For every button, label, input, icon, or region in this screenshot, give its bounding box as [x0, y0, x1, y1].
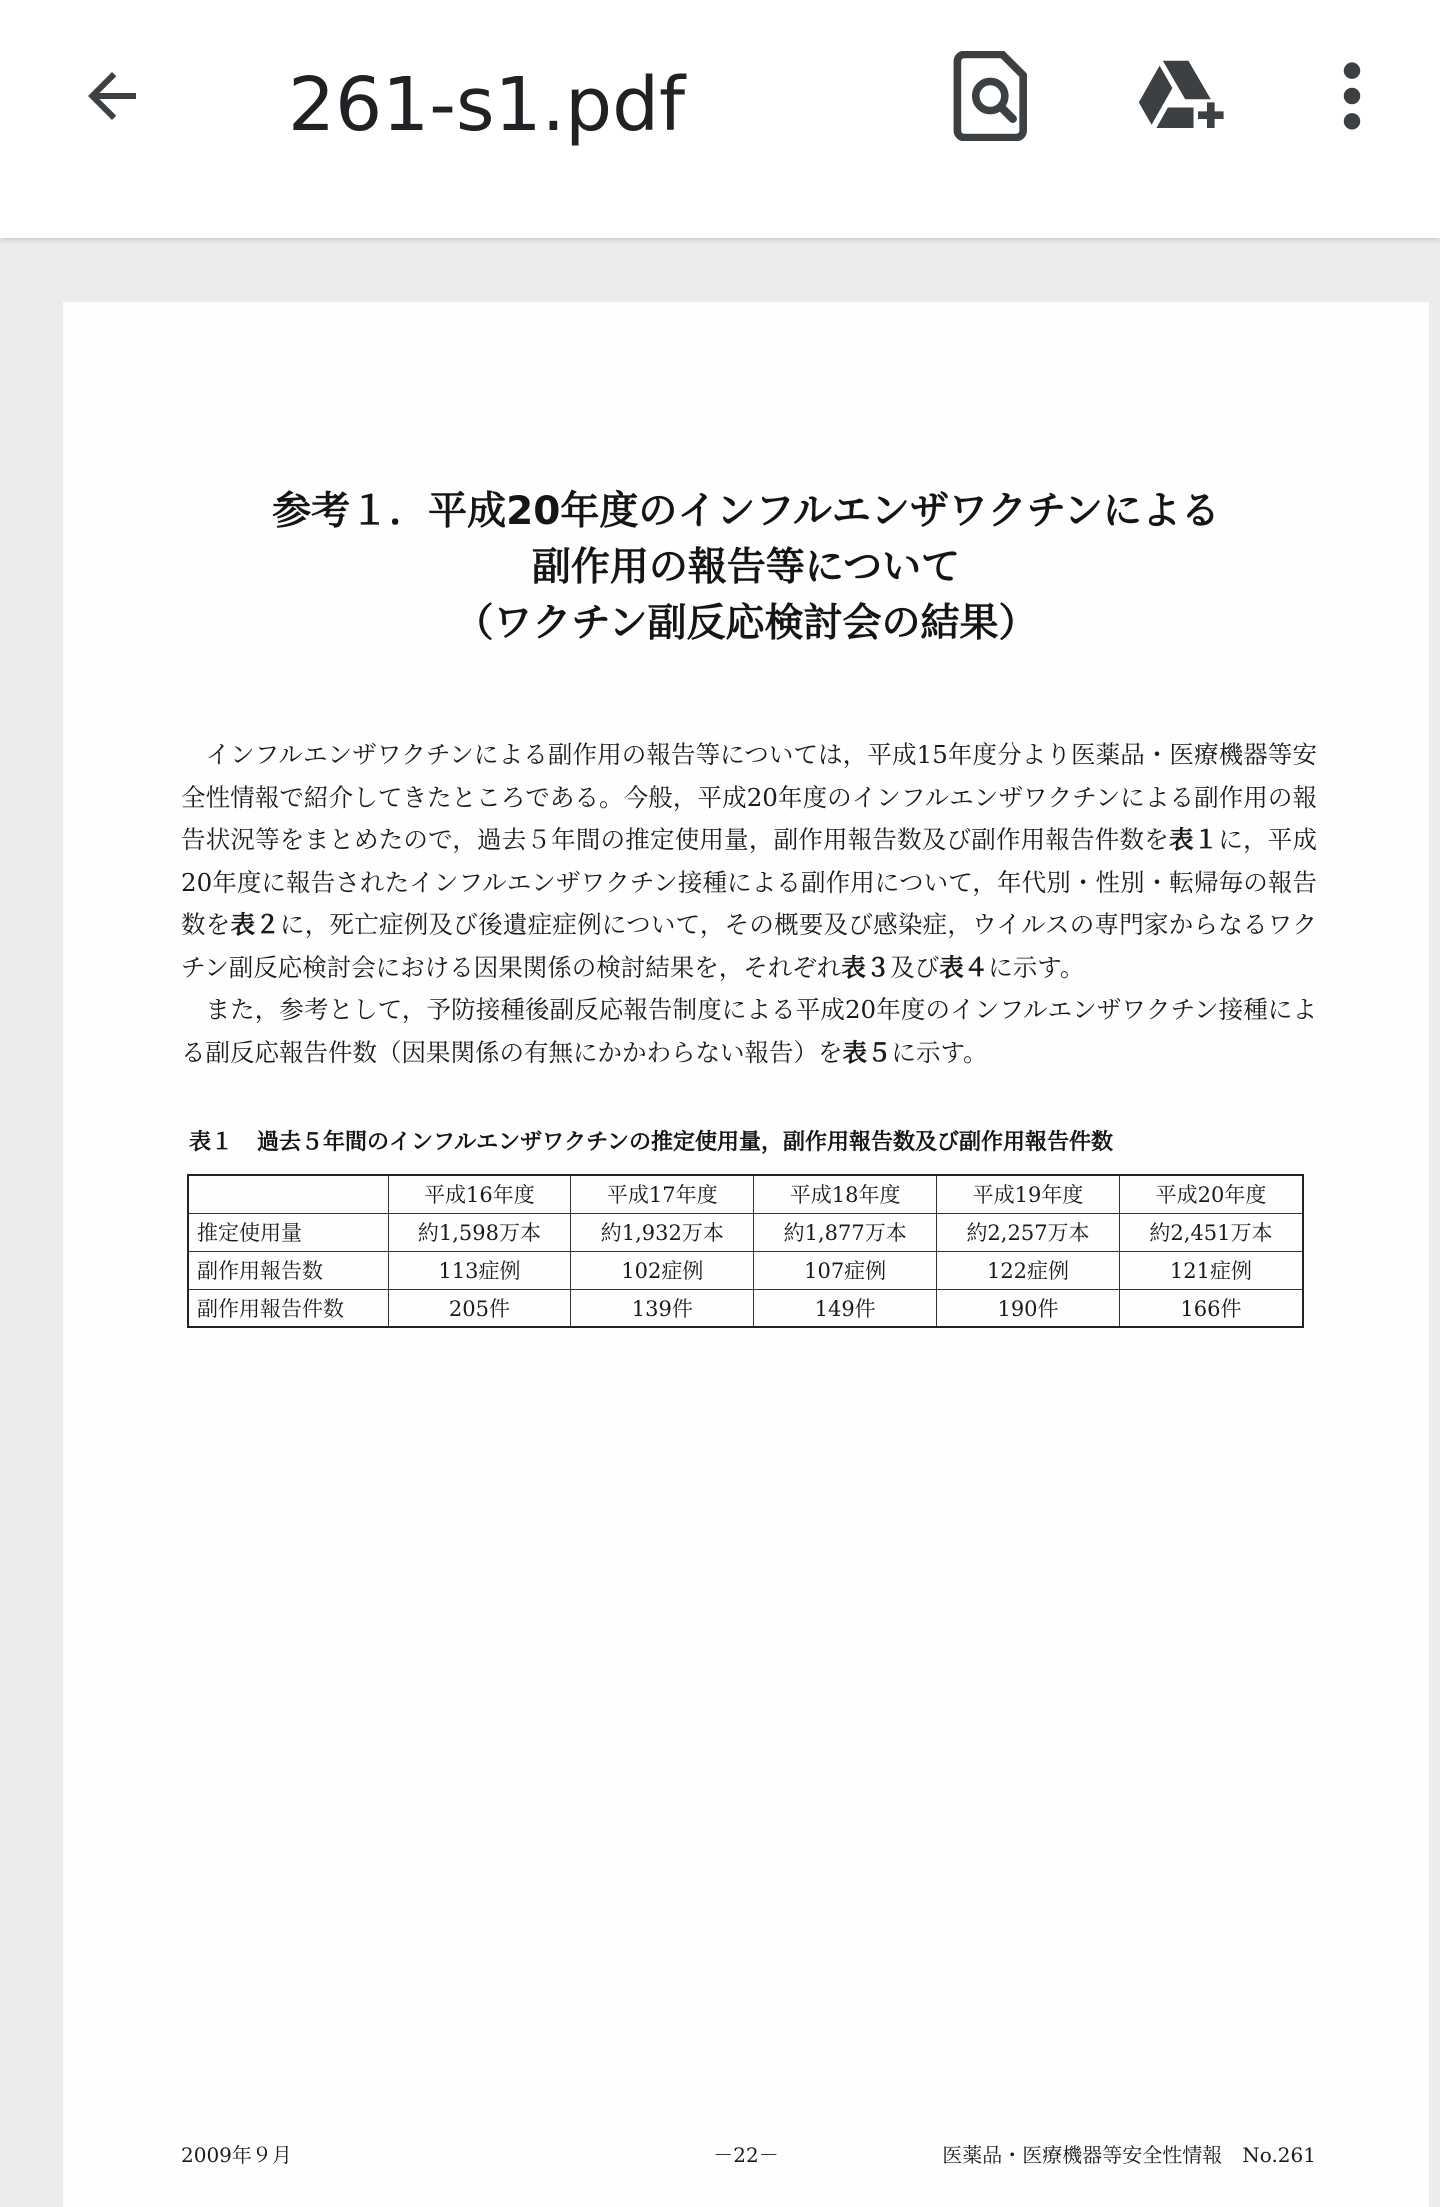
add-to-drive-button[interactable]: [1132, 46, 1232, 146]
table-cell: 約1,877万本: [754, 1213, 937, 1251]
paragraph-1-text-e: に示す。: [988, 952, 1085, 982]
table-cell: 139件: [571, 1289, 754, 1327]
footer-publication: 医薬品・医療機器等安全性情報 No.261: [942, 2143, 1316, 2167]
body-text: [181, 734, 1317, 1074]
table-header-cell: 平成16年度: [388, 1175, 571, 1213]
paragraph-2-text-b: に示す。: [891, 1037, 988, 1067]
find-in-file-icon: [952, 51, 1032, 141]
table-row: [188, 1251, 1303, 1289]
table-cell: 205件: [388, 1289, 571, 1327]
paragraph-1-text-c: に，死亡症例及び後遺症症例について，その概要及び感染症，ウイルスの専門家からなるワクチン副反応検討会における因果関係の検討結果を，それぞれ: [181, 910, 1318, 982]
heading-line-1: 参考１．平成20年度のインフルエンザワクチンによる: [272, 489, 1220, 534]
table-header-cell: 平成18年度: [754, 1175, 937, 1213]
table-1-title: 過去５年間のインフルエンザワクチンの推定使用量，副作用報告数及び副作用報告件数: [257, 1130, 1114, 1155]
heading-line-3: （ワクチン副反応検討会の結果）: [454, 601, 1038, 646]
pdf-page[interactable]: [63, 302, 1429, 2207]
table-cell: 121症例: [1119, 1251, 1303, 1289]
table-cell: 約2,257万本: [937, 1213, 1120, 1251]
arrow-back-icon: [76, 60, 148, 132]
ref-table-1: 表１: [1168, 825, 1219, 854]
paragraph-2: [181, 989, 1317, 1074]
row-header: 副作用報告件数: [188, 1289, 388, 1327]
footer-page-number: －22－: [713, 2143, 779, 2167]
table-cell: 約2,451万本: [1119, 1213, 1303, 1251]
heading-line-2: 副作用の報告等について: [531, 545, 961, 590]
row-header: 副作用報告数: [188, 1251, 388, 1289]
document-title: 261-s1.pdf: [288, 62, 686, 148]
table-cell: 113症例: [388, 1251, 571, 1289]
table-header-row: [188, 1175, 1303, 1213]
table-row: [188, 1213, 1303, 1251]
find-in-file-button[interactable]: [942, 46, 1042, 146]
paragraph-1-text-a: インフルエンザワクチンによる副作用の報告等については，平成15年度分より医薬品・医療機器等安全性情報で紹介してきたところである。今般，平成20年度のインフルエンザワクチンによる副作用の報告状況等をまとめたので，過去５年間の推定使用量，副作用報告数及び副作用報告件数を: [181, 740, 1317, 854]
footer-date: 2009年９月: [181, 2143, 292, 2167]
ref-table-3: 表３: [841, 952, 891, 982]
table-row: [188, 1289, 1303, 1327]
ref-table-5: 表５: [842, 1037, 892, 1067]
table-cell: 149件: [754, 1289, 937, 1327]
table-1-caption: [189, 1125, 1137, 1156]
more-options-button[interactable]: [1302, 46, 1402, 146]
table-1: [187, 1174, 1304, 1328]
ref-table-2: 表２: [230, 910, 281, 939]
table-cell: 122症例: [937, 1251, 1120, 1289]
table-cell: 190件: [937, 1289, 1120, 1327]
add-to-drive-icon: [1134, 56, 1230, 136]
table-header-cell: [188, 1175, 388, 1213]
page-heading: [63, 484, 1429, 652]
back-button[interactable]: [64, 48, 160, 144]
table-cell: 107症例: [754, 1251, 937, 1289]
ref-table-4: 表４: [939, 952, 989, 982]
table-cell: 166件: [1119, 1289, 1303, 1327]
paragraph-1-text-b: に，平成20年度に報告されたインフルエンザワクチン接種による副作用について，年代別・性別・転帰毎の報告数を: [181, 825, 1317, 939]
table-header-cell: 平成19年度: [937, 1175, 1120, 1213]
more-vert-icon: [1332, 58, 1372, 134]
table-header-cell: 平成17年度: [571, 1175, 754, 1213]
paragraph-1-text-d: 及び: [890, 952, 940, 982]
table-cell: 約1,932万本: [571, 1213, 754, 1251]
table-cell: 102症例: [571, 1251, 754, 1289]
table-1-label: 表１: [189, 1130, 234, 1155]
table-header-cell: 平成20年度: [1119, 1175, 1303, 1213]
paragraph-2-text-a: また，参考として，予防接種後副反応報告制度による平成20年度のインフルエンザワクチン接種による副反応報告件数（因果関係の有無にかかわらない報告）を: [181, 995, 1317, 1067]
app-bar: [0, 0, 1440, 238]
paragraph-1: [181, 734, 1317, 989]
row-header: 推定使用量: [188, 1213, 388, 1251]
table-cell: 約1,598万本: [388, 1213, 571, 1251]
